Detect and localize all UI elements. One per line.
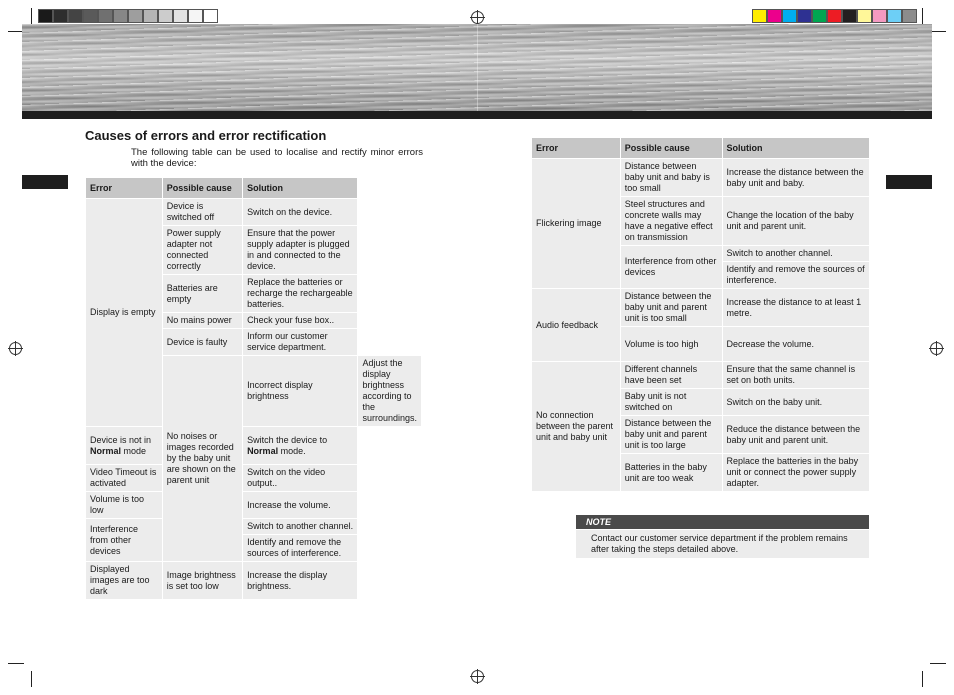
solution-cell: Increase the volume. [243, 492, 358, 519]
column-header-solution: Solution [722, 138, 869, 159]
solution-cell: Increase the distance between the baby unit and baby. [722, 159, 869, 197]
right-page-tab [886, 175, 932, 189]
column-header-cause: Possible cause [162, 178, 242, 199]
calibration-swatch [902, 9, 917, 23]
solution-cell: Decrease the volume. [722, 327, 869, 362]
crop-mark [922, 671, 923, 687]
calibration-swatch [173, 9, 188, 23]
column-header-error: Error [532, 138, 621, 159]
cause-cell: Distance between the baby unit and parent unit is too small [620, 289, 722, 327]
column-header-cause: Possible cause [620, 138, 722, 159]
error-cell: Display is empty [86, 199, 163, 427]
calibration-swatch [842, 9, 857, 23]
crop-mark [930, 31, 946, 32]
calibration-swatch [128, 9, 143, 23]
solution-cell: Increase the display brightness. [243, 562, 358, 600]
left-page-tab [22, 175, 68, 189]
calibration-swatch [188, 9, 203, 23]
column-header-solution: Solution [243, 178, 358, 199]
solution-cell: Adjust the display brightness according to the surroundings. [358, 356, 422, 427]
crop-mark [31, 671, 32, 687]
calibration-swatch [143, 9, 158, 23]
calibration-swatch [158, 9, 173, 23]
cause-cell: Batteries in the baby unit are too weak [620, 454, 722, 492]
header-page-split [477, 24, 478, 111]
header-dark-bar [22, 111, 932, 119]
troubleshooting-table-left [85, 177, 422, 600]
mode-name-bold: Normal [90, 445, 122, 456]
calibration-swatch [752, 9, 767, 23]
calibration-swatch [98, 9, 113, 23]
cause-cell: Different channels have been set [620, 362, 722, 389]
error-cell: No connection between the parent unit and baby unit [532, 362, 621, 492]
solution-cell: Inform our customer service department. [243, 329, 358, 356]
solution-cell: Check your fuse box.. [243, 313, 358, 329]
solution-cell: Reduce the distance between the baby unit and parent unit. [722, 416, 869, 454]
registration-mark-icon [930, 342, 943, 355]
cause-cell: Interference from other devices [620, 246, 722, 289]
troubleshooting-table-right [531, 137, 870, 492]
note-text: Contact our customer service department if the problem remains after taking the steps detailed above. [576, 530, 869, 558]
mode-name-bold: Normal [247, 445, 279, 456]
solution-cell: Replace the batteries or recharge the rechargeable batteries. [243, 275, 358, 313]
cause-cell [86, 427, 163, 465]
cause-cell: Batteries are empty [162, 275, 242, 313]
cause-cell: Device is faulty [162, 329, 242, 356]
solution-cell: Identify and remove the sources of interference. [722, 262, 869, 289]
solution-cell: Switch on the baby unit. [722, 389, 869, 416]
crop-mark [8, 663, 24, 664]
calibration-swatch [857, 9, 872, 23]
cause-text: mode [121, 445, 147, 456]
column-header-error: Error [86, 178, 163, 199]
calibration-swatch [53, 9, 68, 23]
solution-cell: Switch on the video output.. [243, 465, 358, 492]
solution-cell: Ensure that the power supply adapter is plugged in and connected to the device. [243, 226, 358, 275]
crop-mark [930, 663, 946, 664]
error-cell: Audio feedback [532, 289, 621, 362]
solution-cell: Switch to another channel. [722, 246, 869, 262]
cause-cell: Steel structures and concrete walls may have a negative effect on transmission [620, 197, 722, 246]
crop-mark [922, 8, 923, 24]
cause-cell: Volume is too low [86, 492, 163, 519]
cause-cell: Incorrect display brightness [243, 356, 358, 427]
page-title: Causes of errors and error rectification [85, 128, 327, 143]
error-cell: No noises or images recorded by the baby unit are shown on the parent unit [162, 356, 242, 562]
cause-cell: Interference from other devices [86, 519, 163, 562]
solution-cell: Replace the batteries in the baby unit or connect the power supply adapter. [722, 454, 869, 492]
cause-cell: Distance between baby unit and baby is too small [620, 159, 722, 197]
solution-cell: Ensure that the same channel is set on both units. [722, 362, 869, 389]
solution-text: Switch the device to [247, 434, 328, 445]
error-cell: Displayed images are too dark [86, 562, 163, 600]
calibration-swatch [782, 9, 797, 23]
calibration-swatch [767, 9, 782, 23]
note-label: NOTE [576, 515, 869, 529]
cause-cell: Device is switched off [162, 199, 242, 226]
solution-text: mode. [278, 445, 306, 456]
calibration-swatch [812, 9, 827, 23]
calibration-swatch [887, 9, 902, 23]
solution-cell: Switch on the device. [243, 199, 358, 226]
calibration-swatch [797, 9, 812, 23]
solution-cell: Increase the distance to at least 1 metre. [722, 289, 869, 327]
cause-cell: Image brightness is set too low [162, 562, 242, 600]
registration-mark-icon [471, 11, 484, 24]
cause-text: Device is not in [90, 434, 152, 445]
cause-cell: Distance between the baby unit and parent unit is too large [620, 416, 722, 454]
intro-text: The following table can be used to localise and rectify minor errors with the device: [131, 147, 423, 169]
cause-cell: Baby unit is not switched on [620, 389, 722, 416]
cause-cell: Power supply adapter not connected correctly [162, 226, 242, 275]
calibration-swatch [83, 9, 98, 23]
calibration-swatch [113, 9, 128, 23]
cause-cell: Video Timeout is activated [86, 465, 163, 492]
solution-cell: Identify and remove the sources of interference. [243, 535, 358, 562]
calibration-swatch [203, 9, 218, 23]
solution-cell [243, 427, 358, 465]
calibration-swatch [872, 9, 887, 23]
solution-cell: Change the location of the baby unit and parent unit. [722, 197, 869, 246]
cause-cell: Volume is too high [620, 327, 722, 362]
error-cell: Flickering image [532, 159, 621, 289]
registration-mark-icon [471, 670, 484, 683]
registration-mark-icon [9, 342, 22, 355]
cause-cell: No mains power [162, 313, 242, 329]
solution-cell: Switch to another channel. [243, 519, 358, 535]
calibration-swatch [38, 9, 53, 23]
calibration-swatch [68, 9, 83, 23]
crop-mark [31, 8, 32, 24]
calibration-swatch [827, 9, 842, 23]
